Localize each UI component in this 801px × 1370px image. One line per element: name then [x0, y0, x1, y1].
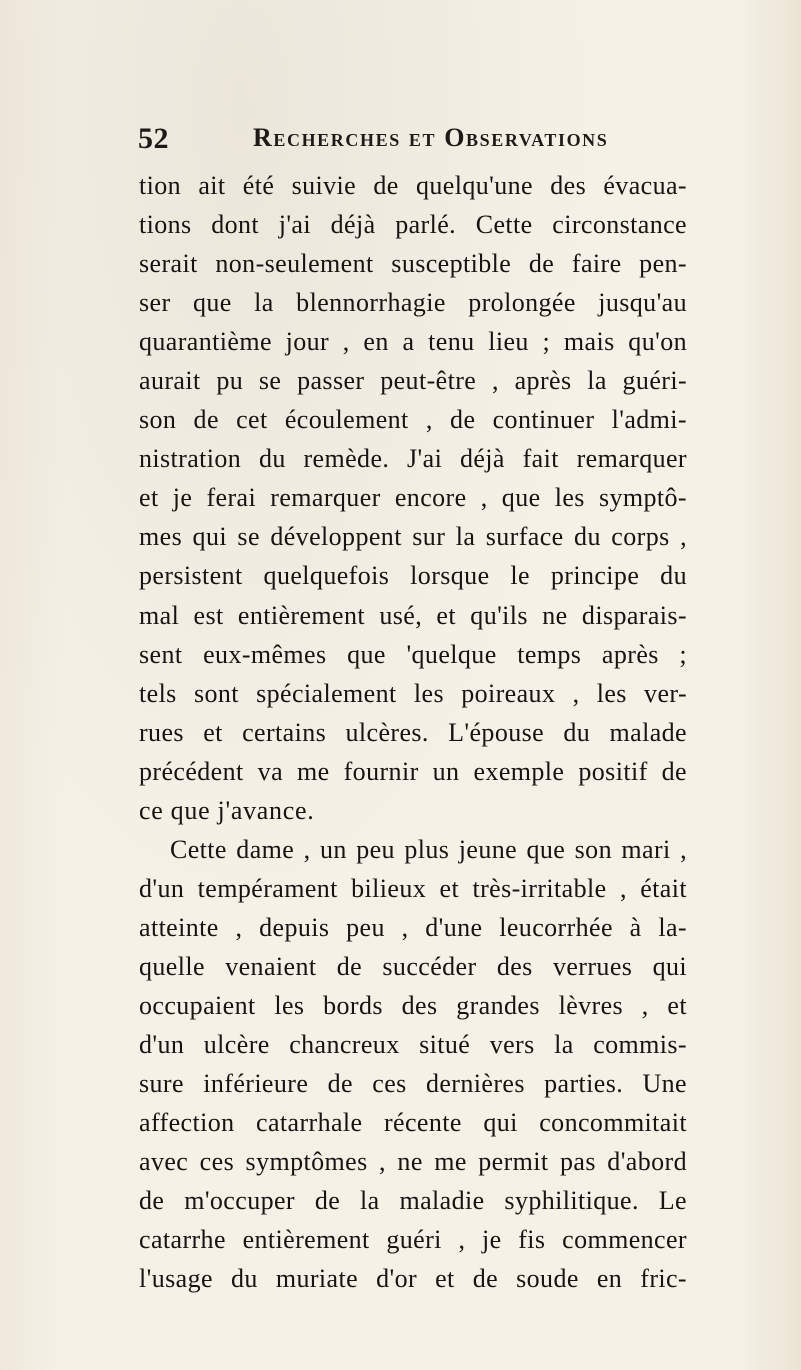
running-head: Recherches et Observations: [253, 123, 609, 152]
text-line: catarrhe entièrement guéri , je fis commencer: [139, 1225, 687, 1255]
page-number: 52: [138, 122, 169, 155]
text-line: d'un ulcère chancreux situé vers la commis-: [139, 1030, 687, 1060]
text-line: quarantième jour , en a tenu lieu ; mais qu'on: [139, 327, 687, 357]
text-line: sent eux-mêmes que 'quelque temps après ;: [139, 639, 687, 669]
text-line: de m'occuper de la maladie syphilitique. Le: [139, 1186, 687, 1216]
body-text: [139, 166, 687, 1298]
text-line: mes qui se développent sur la surface du corps ,: [139, 522, 687, 552]
text-line: aurait pu se passer peut-être , après la guéri-: [139, 366, 687, 396]
text-line: d'un tempérament bilieux et très-irritable , était: [139, 873, 687, 903]
text-line: atteinte , depuis peu , d'une leucorrhée à la-: [139, 912, 687, 942]
text-line: l'usage du muriate d'or et de soude en fric-: [139, 1264, 687, 1294]
text-line: persistent quelquefois lorsque le principe du: [139, 561, 687, 591]
text-line: rues et certains ulcères. L'épouse du malade: [139, 717, 687, 747]
text-line: tion ait été suivie de quelqu'une des évacua-: [139, 171, 687, 200]
text-line: occupaient les bords des grandes lèvres , et: [139, 990, 687, 1020]
text-line: tions dont j'ai déjà parlé. Cette circonstance: [139, 210, 687, 240]
text-line: mal est entièrement usé, et qu'ils ne disparais-: [139, 600, 687, 630]
text-line: sure inférieure de ces dernières parties. Une: [139, 1069, 687, 1099]
text-line: nistration du remède. J'ai déjà fait remarquer: [139, 444, 687, 474]
text-line: et je ferai remarquer encore , que les symptô-: [139, 483, 687, 513]
text-line: quelle venaient de succéder des verrues qui: [139, 951, 687, 981]
text-line: ser que la blennorrhagie prolongée jusqu'au: [139, 288, 687, 318]
text-line: avec ces symptômes , ne me permit pas d'abord: [139, 1147, 687, 1177]
text-line: précédent va me fournir un exemple positif de: [139, 756, 687, 786]
text-line: tels sont spécialement les poireaux , les ver-: [139, 678, 687, 708]
text-line: serait non-seulement susceptible de faire pen-: [139, 249, 687, 279]
page-header: [138, 120, 698, 160]
text-line: son de cet écoulement , de continuer l'admi-: [139, 405, 687, 435]
paragraph-end-line: ce que j'avance.: [139, 795, 315, 825]
paragraph-start-line: Cette dame , un peu plus jeune que son mari ,: [170, 834, 687, 864]
text-line: affection catarrhale récente qui concommitait: [139, 1108, 687, 1138]
